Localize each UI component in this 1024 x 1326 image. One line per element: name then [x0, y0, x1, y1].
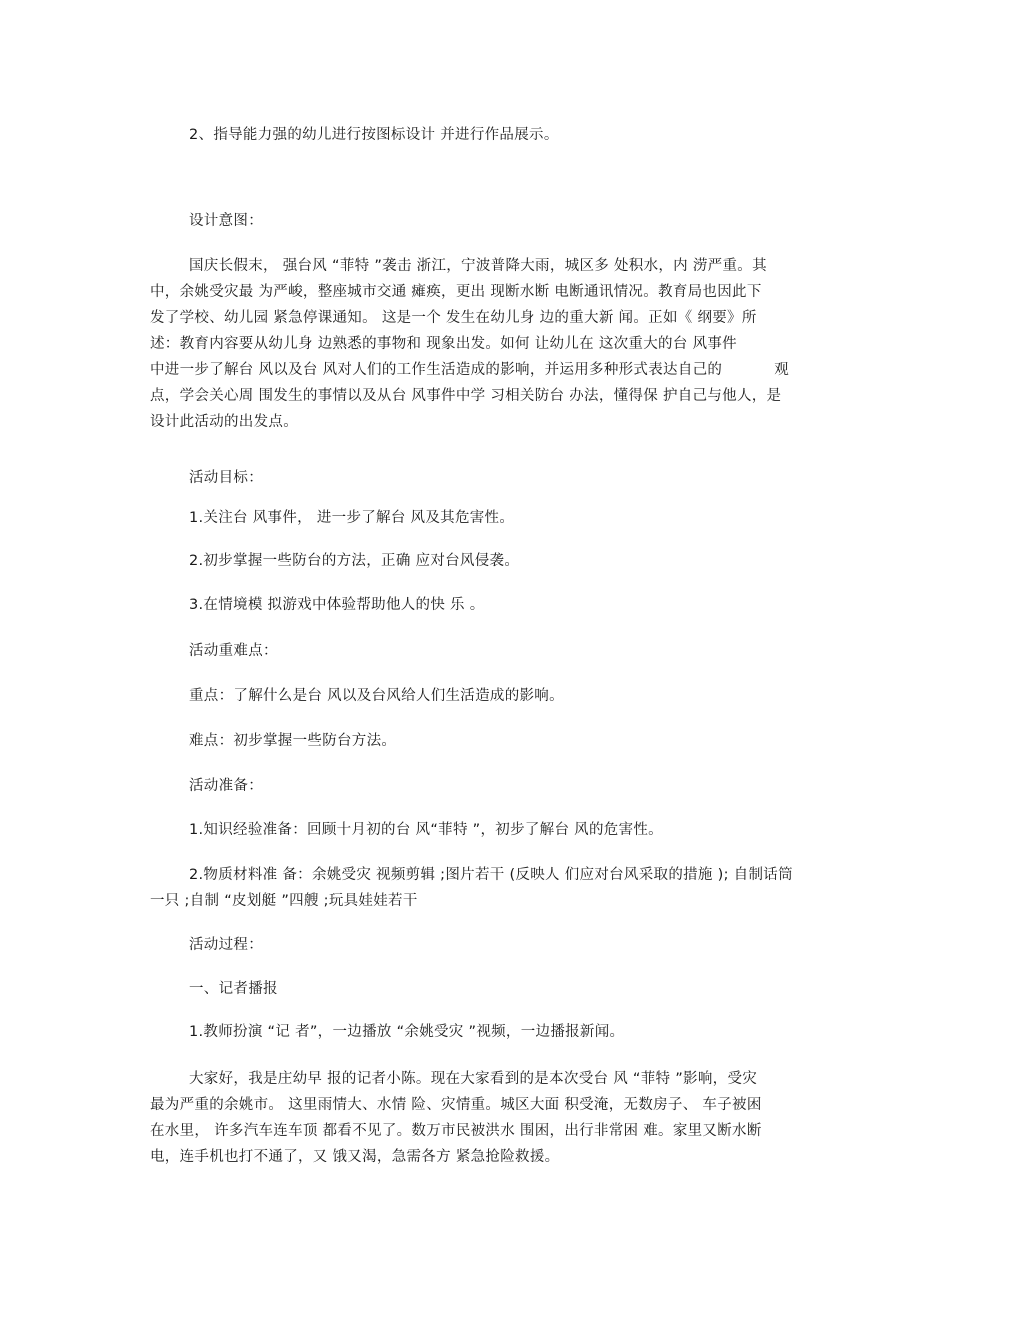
report-line-4: 电，连手机也打不通了，又 饿又渴，急需各方 紧急抢险救援。 — [150, 1149, 560, 1165]
goal-2: 2.初步掌握一些防台的方法，正确 应对台风侵袭。 — [189, 553, 520, 569]
design-line-2: 中，余姚受灾最 为严峻，整座城市交通 瘫痪，更出 现断水断 电断通讯情况。教育局也因此下 — [150, 284, 762, 300]
process-heading: 活动过程： — [189, 937, 263, 953]
design-line-5-text: 中进一步了解台 风以及台 风对人们的工作生活造成的影响，并运用多种形式表达自己的 — [150, 362, 723, 378]
design-line-6: 点，学会关心周 围发生的事情以及从台 风事件中学 习相关防台 办法，懂得保 护自己与他人，是 — [150, 388, 782, 404]
design-line-5 — [150, 357, 789, 383]
key-points-heading: 活动重难点： — [189, 643, 278, 659]
prep2-line-2: 一只 ;自制 “皮划艇 ”四艘 ;玩具娃娃若干 — [150, 893, 418, 909]
key-point: 重点：了解什么是台 风以及台风给人们生活造成的影响。 — [189, 688, 564, 704]
prep2-line-1: 2.物质材料准 备：余姚受灾 视频剪辑 ;图片若干 (反映人 们应对台风采取的措施 ); 自制话筒 — [189, 867, 793, 883]
difficult-point: 难点：初步掌握一些防台方法。 — [189, 733, 397, 749]
design-intent-heading: 设计意图： — [189, 213, 263, 229]
goal-1: 1.关注台 风事件， 进一步了解台 风及其危害性。 — [189, 510, 515, 526]
design-line-5-tail: 观 — [774, 362, 790, 378]
goals-heading: 活动目标： — [189, 470, 263, 486]
report-line-3: 在水里， 许多汽车连车顶 都看不见了。数万市民被洪水 围困，出行非常困 难。家里又断水断 — [150, 1123, 762, 1139]
item-2: 2、指导能力强的幼儿进行按图标设计 并进行作品展示。 — [189, 127, 559, 143]
report-line-1: 大家好，我是庄幼早 报的记者小陈。现在大家看到的是本次受台 风 “菲特 ”影响，受灾 — [189, 1071, 758, 1087]
design-line-4: 述：教育内容要从幼儿身 边熟悉的事物和 现象出发。如何 让幼儿在 这次重大的台 风事件 — [150, 336, 737, 352]
preparation-2 — [150, 862, 793, 914]
goal-3: 3.在情境模 拟游戏中体验帮助他人的快 乐 。 — [189, 597, 485, 613]
design-line-7: 设计此活动的出发点。 — [150, 414, 298, 430]
step-1: 1.教师扮演 “记 者”，一边播放 “余姚受灾 ”视频，一边播报新闻。 — [189, 1024, 625, 1040]
preparation-1: 1.知识经验准备：回顾十月初的台 风“菲特 ”，初步了解台 风的危害性。 — [189, 822, 663, 838]
preparation-heading: 活动准备： — [189, 778, 263, 794]
report-paragraph — [150, 1066, 762, 1170]
section-1-title: 一、记者播报 — [189, 981, 278, 997]
design-line-3: 发了学校、幼儿园 紧急停课通知。 这是一个 发生在幼儿身 边的重大新 闻。正如《 纲要》所 — [150, 310, 757, 326]
design-line-1: 国庆长假末， 强台风 “菲特 ”袭击 浙江，宁波普降大雨，城区多 处积水，内 涝严重。其 — [189, 258, 767, 274]
design-intent-paragraph — [150, 253, 789, 435]
report-line-2: 最为严重的余姚市。 这里雨情大、水情 险、灾情重。城区大面 积受淹，无数房子、 车子被困 — [150, 1097, 762, 1113]
